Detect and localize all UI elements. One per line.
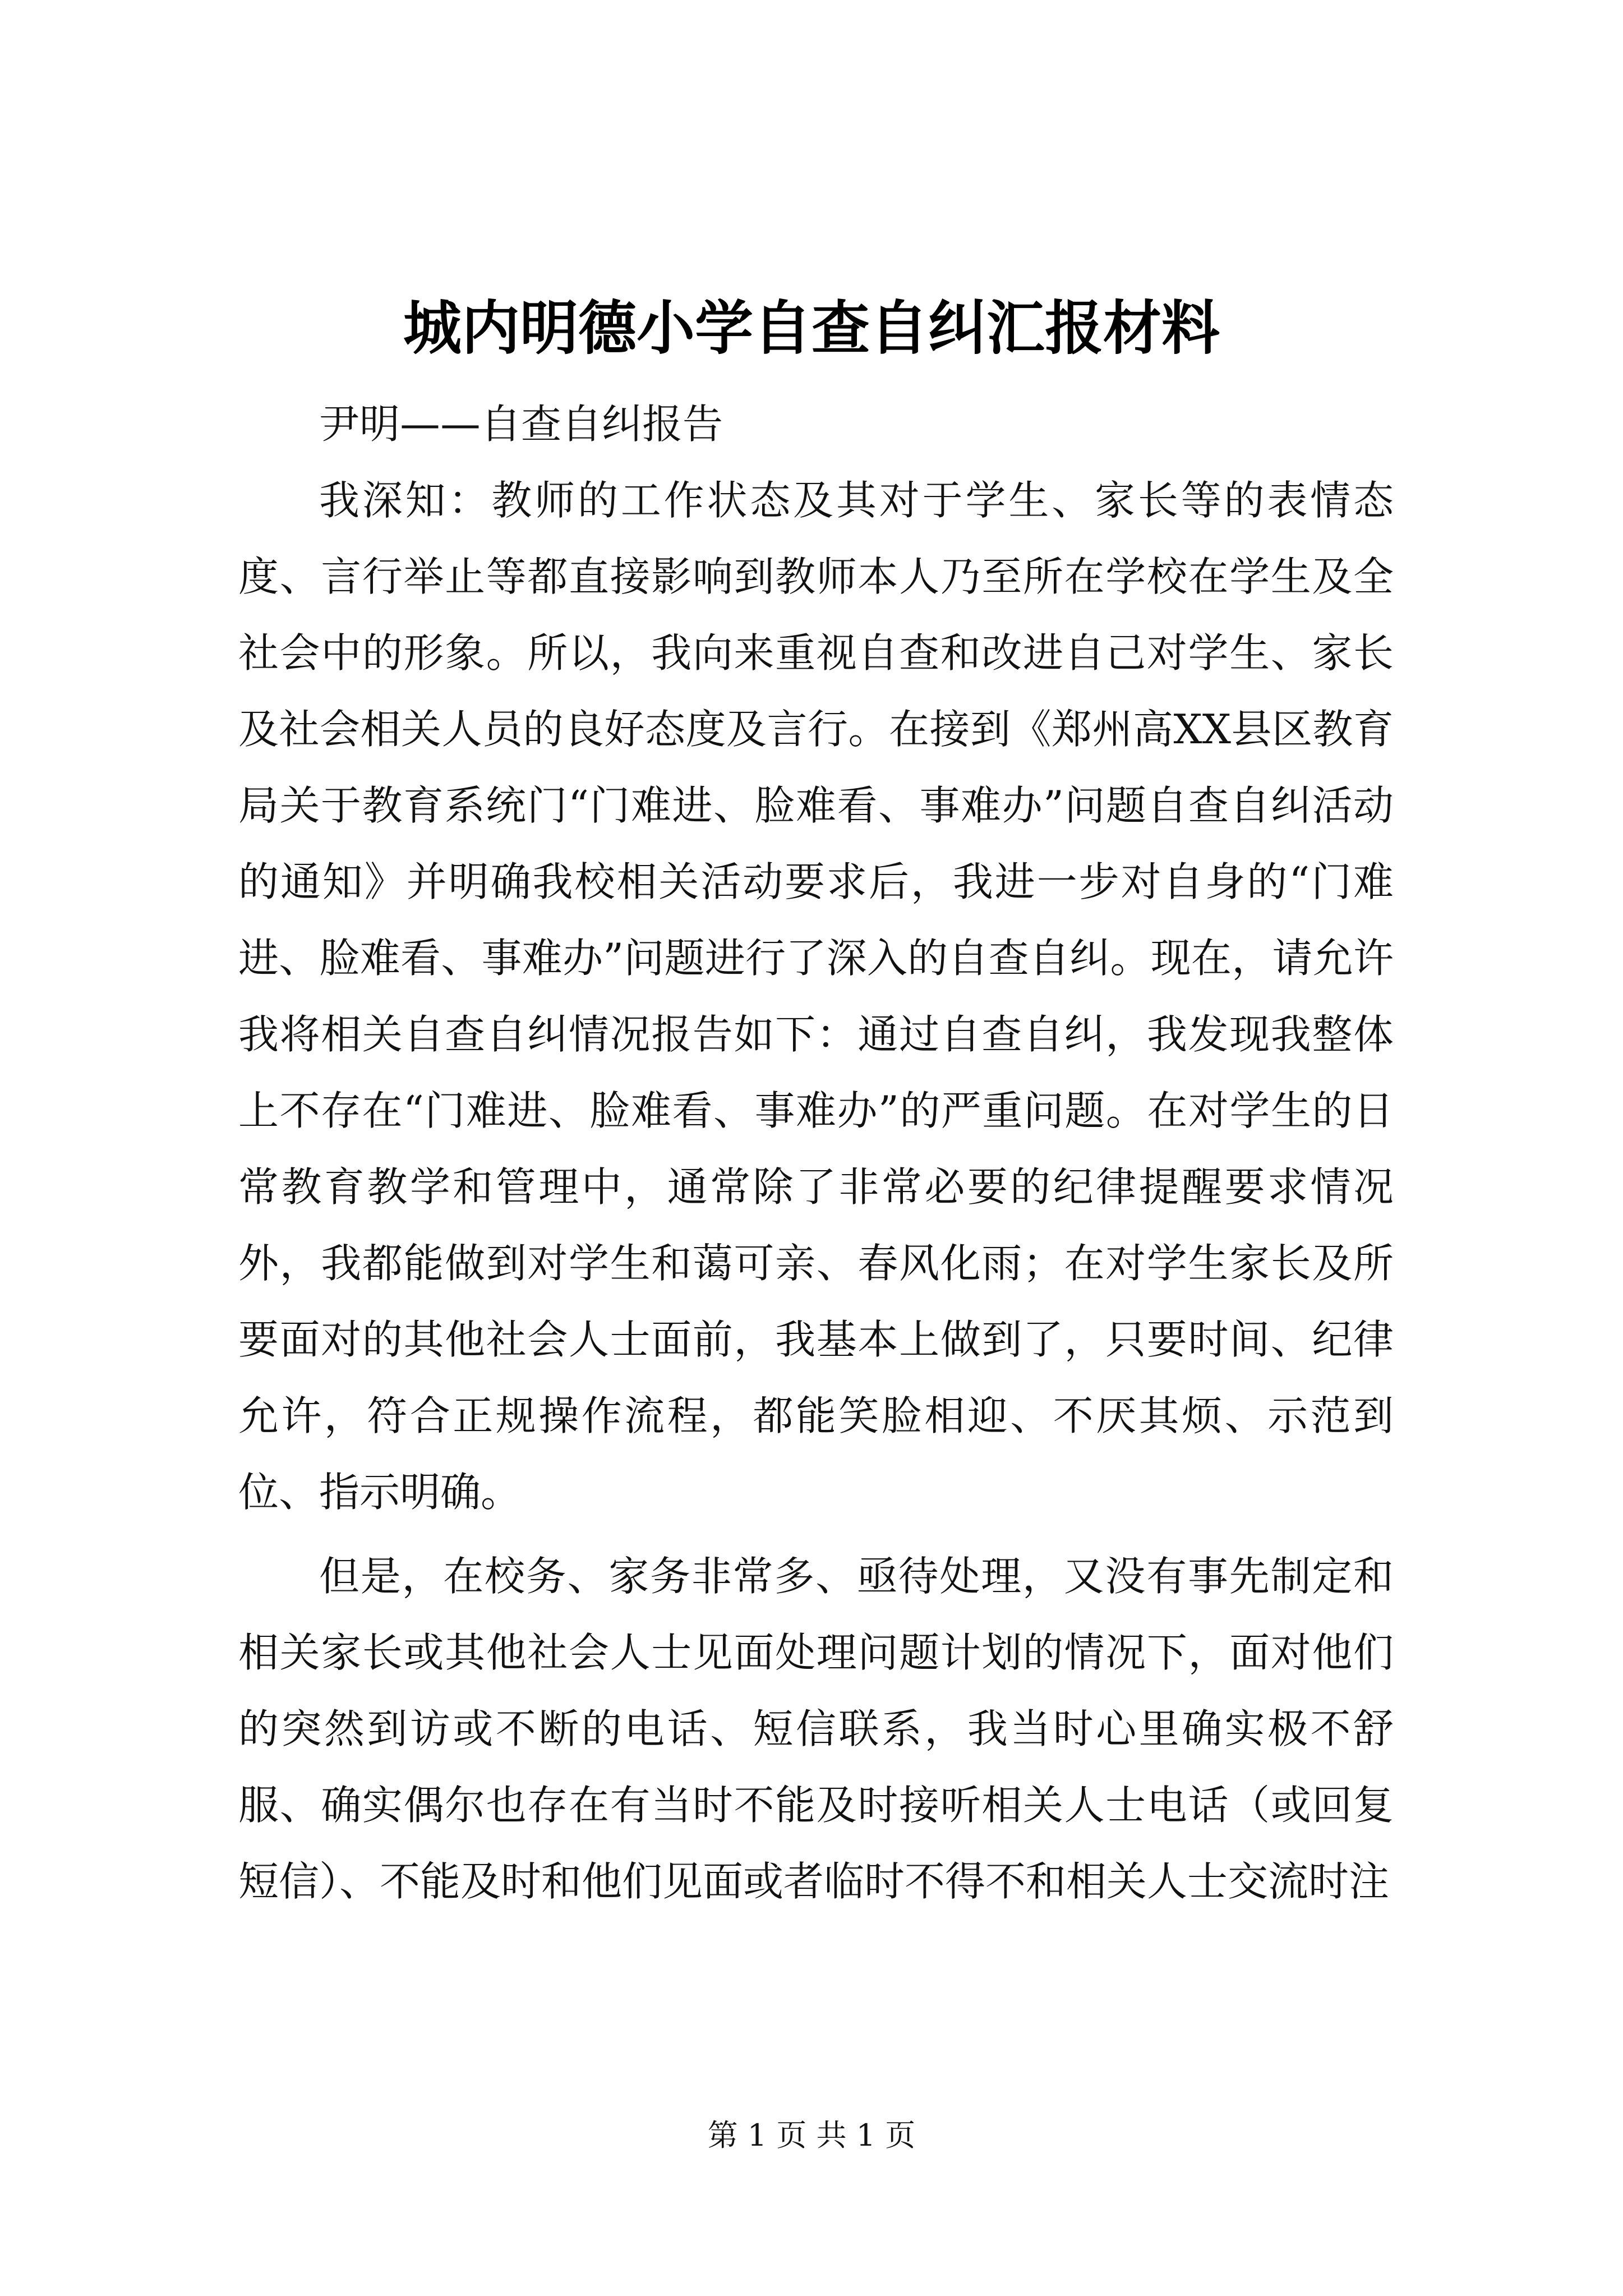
page-footer: 第 1 页 共 1 页 bbox=[707, 2118, 916, 2153]
document-title: 城内明德小学自查自纠汇报材料 bbox=[403, 293, 1220, 362]
document-subtitle: 尹明——自查自纠报告 bbox=[319, 401, 723, 448]
paragraph-2: 但是，在校务、家务非常多、亟待处理，又没有事先制定和相关家长或其他社会人士见面处理问题计划的情况下，面对他们的突然到访或不断的电话、短信联系，我当时心里确实极不舒服、确实偶尔也存在有当时不能及时接听相关人士电话（或回复短信）、不能及时和他们见面或者临时不得不和相关人士交流时注 bbox=[238, 1553, 1394, 1905]
paragraph-1: 我深知：教师的工作状态及其对于学生、家长等的表情态度、言行举止等都直接影响到教师本人乃至所在学校在学生及全社会中的形象。所以，我向来重视自查和改进自己对学生、家长及社会相关人员的良好态度及言行。在接到《郑州高XX县区教育局关于教育系统门“门难进、脸难看、事难办”问题自查自纠活动的通知》并明确我校相关活动要求后，我进一步对自身的“门难进、脸难看、事难办”问题进行了深入的自查自纠。现在，请允许我将相关自查自纠情况报告如下：通过自查自纠，我发现我整体上不存在“门难进、脸难看、事难办”的严重问题。在对学生的日常教育教学和管理中，通常除了非常必要的纪律提醒要求情况外，我都能做到对学生和蔼可亲、春风化雨；在对学生家长及所要面对的其他社会人士面前，我基本上做到了，只要时间、纪律允许，符合正规操作流程，都能笑脸相迎、不厌其烦、示范到位、指示明确。 bbox=[238, 477, 1394, 1516]
document-body bbox=[238, 386, 1394, 1920]
